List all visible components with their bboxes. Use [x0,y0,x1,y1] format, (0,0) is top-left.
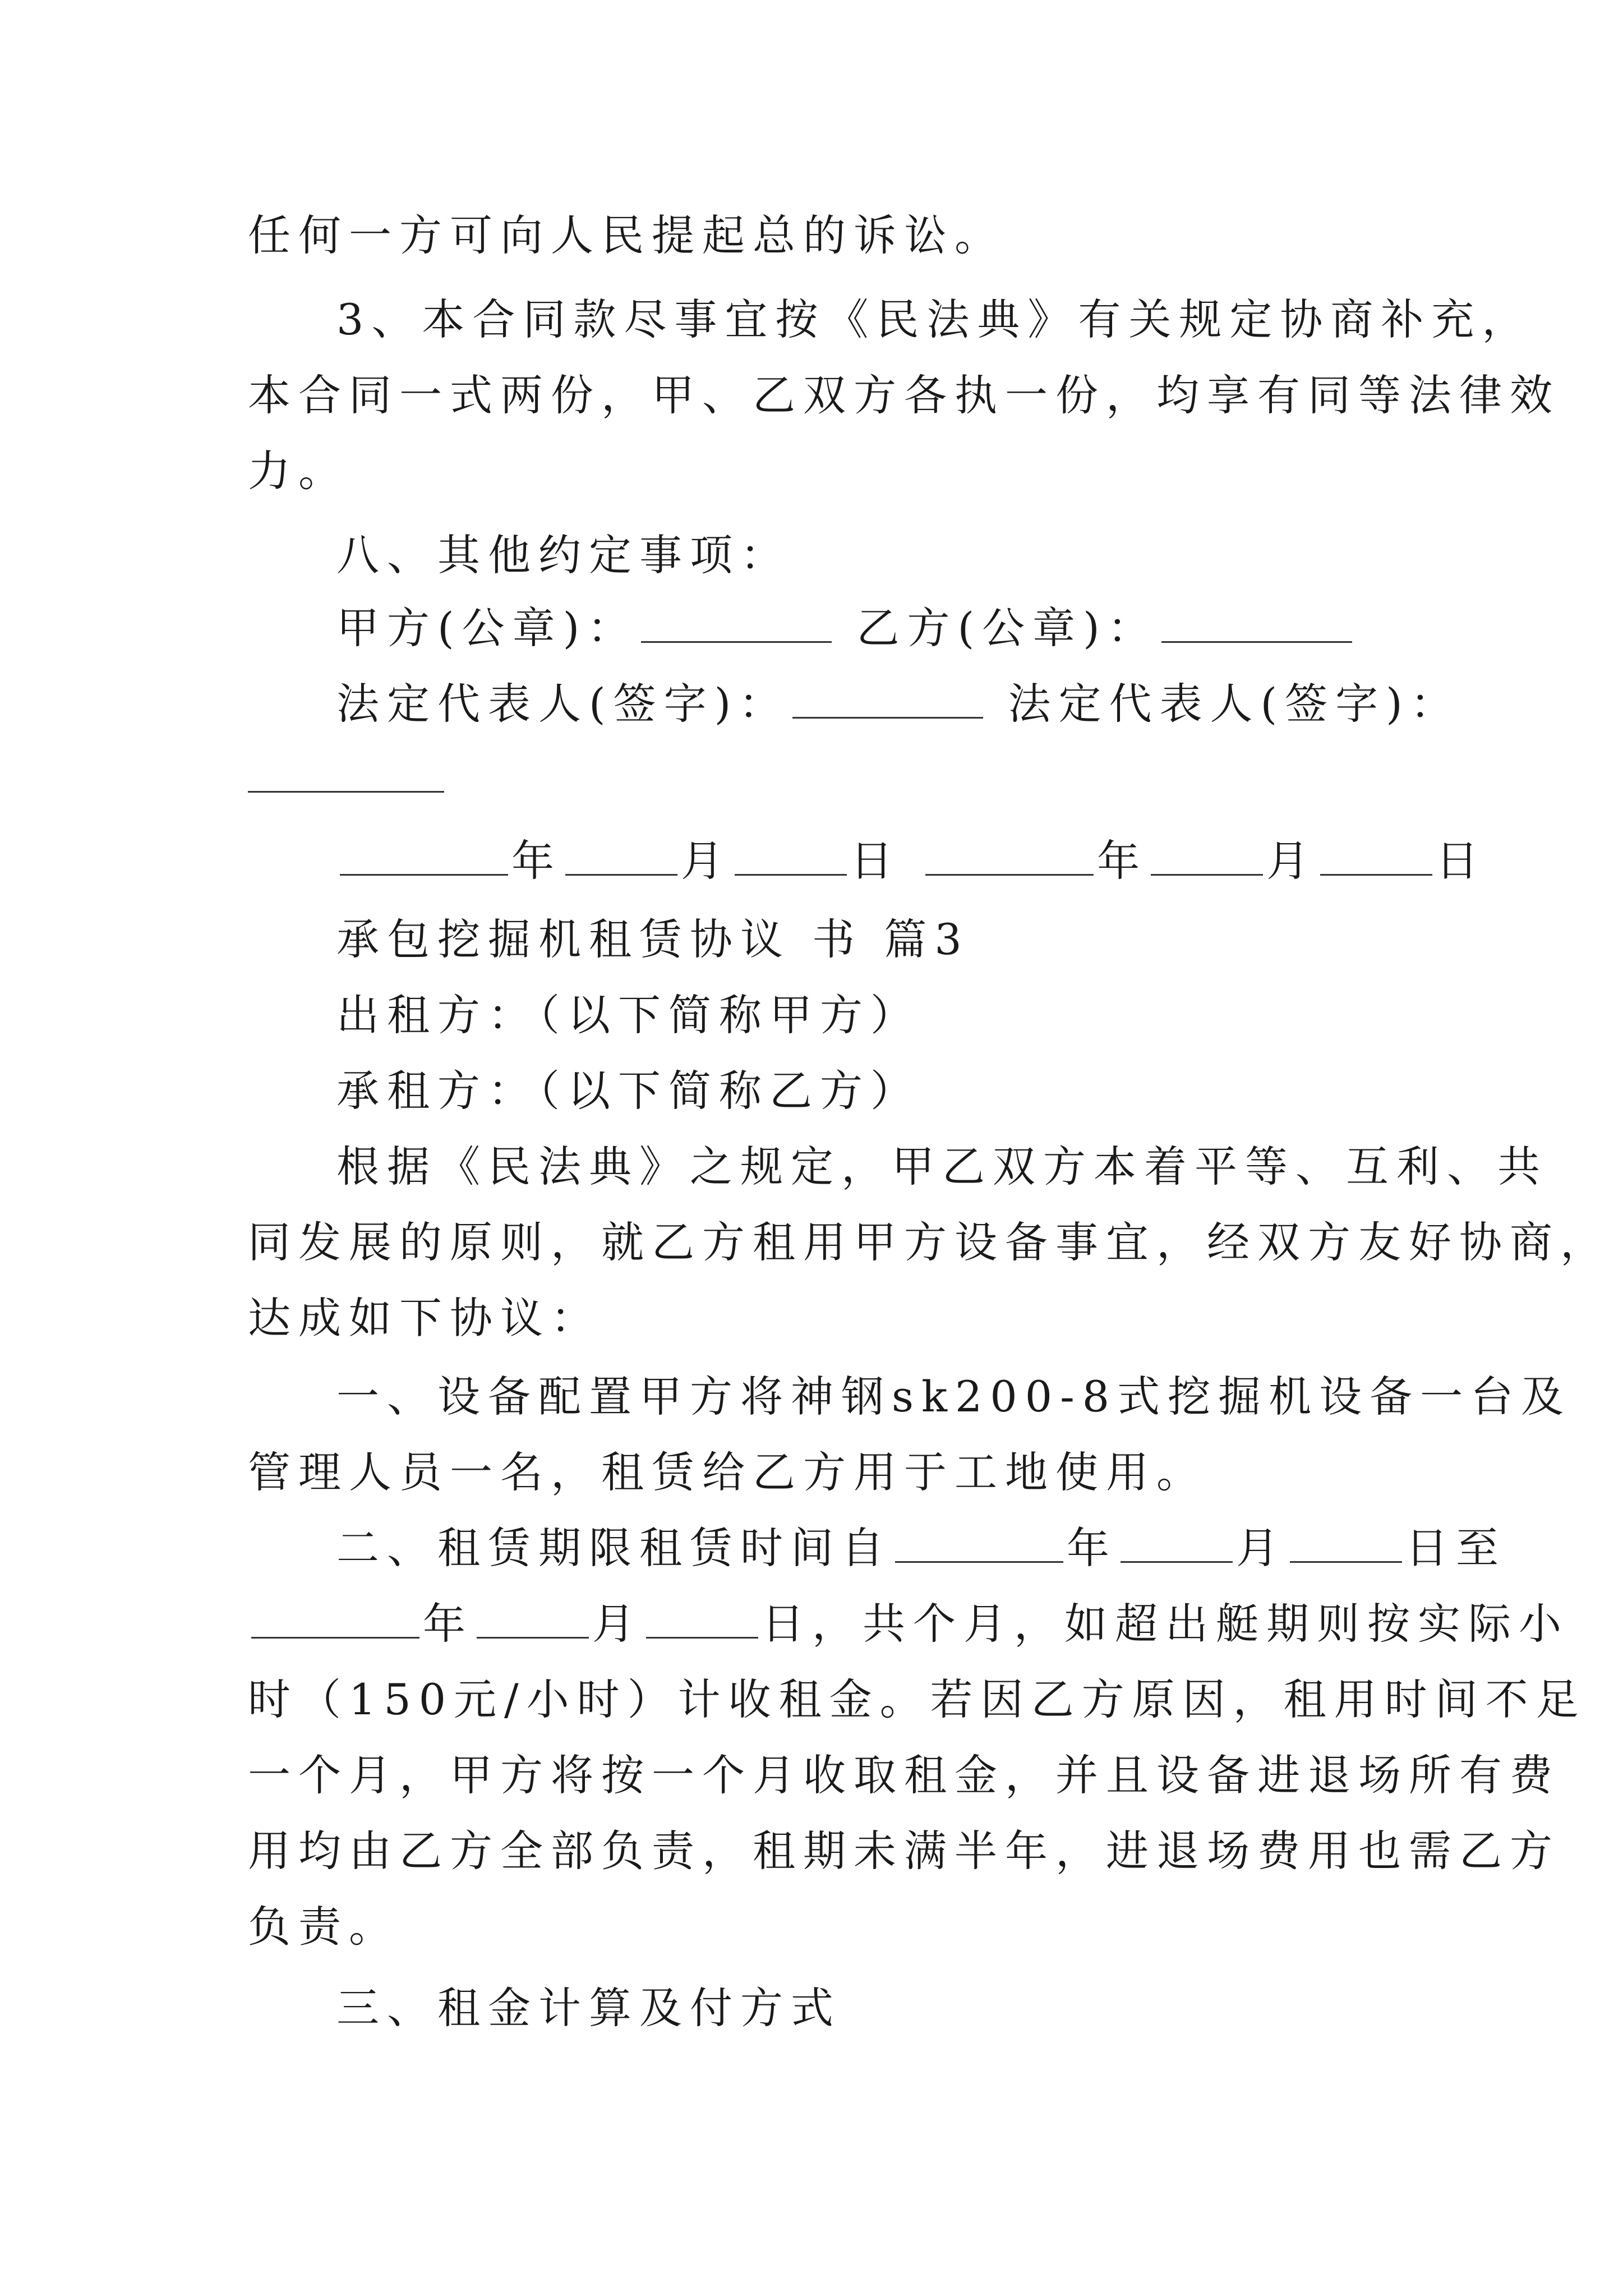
paragraph-line: 达成如下协议： [248,1293,601,1343]
party-a-seal-blank [641,601,832,643]
date-day-blank [735,834,847,876]
start-month-blank [1121,1521,1233,1563]
date-month-label: 月 [1266,836,1317,886]
signature-line-seal [336,600,1396,656]
date-line [336,833,1487,889]
paragraph-line: 本合同一式两份，甲、乙双方各执一份，均享有同等法律效 [248,370,1560,420]
party-a-seal-label: 甲方(公章)： [336,603,638,653]
end-month-blank [477,1596,589,1639]
party-b-seal-blank [1161,601,1352,643]
paragraph-line: 管理人员一名，租赁给乙方用于工地使用。 [248,1447,1207,1497]
paragraph-line: 负责。 [248,1902,399,1952]
date-day-label: 日 [1436,836,1487,886]
paragraph-line: 一个月，甲方将按一个月收取租金，并且设备进退场所有费 [248,1750,1560,1800]
party-line: 承租方：（以下简称乙方） [336,1066,921,1116]
date-year-blank [925,834,1094,876]
lease-term-line [336,1520,1506,1576]
party-a-rep-blank [792,677,983,719]
section-heading: 三、租金计算及付方式 [336,1983,841,2033]
date-day-label: 日 [850,836,901,886]
date-year-blank [340,834,508,876]
start-day-blank [1290,1521,1402,1563]
date-year-label: 年 [511,836,562,886]
party-line: 出租方：（以下简称甲方） [336,990,921,1040]
paragraph-line: 根据《民法典》之规定，甲乙双方本着平等、互利、共 [336,1142,1548,1191]
start-year-label: 年 [1067,1523,1117,1573]
signature-line-representative [336,676,1461,732]
end-year-label: 年 [423,1599,473,1649]
paragraph-line: 力。 [248,446,349,496]
party-a-rep-label: 法定代表人(签字)： [336,679,790,729]
start-day-label: 日至 [1405,1523,1506,1573]
date-month-blank [1151,834,1263,876]
party-b-rep-blank [248,791,444,793]
paragraph-line: 用均由乙方全部负责，租期未满半年，进退场费用也需乙方 [248,1826,1560,1876]
paragraph-line: 3、本合同款尽事宜按《民法典》有关规定协商补充， [336,295,1533,344]
party-b-seal-label: 乙方(公章)： [856,603,1158,653]
start-year-blank [895,1521,1063,1563]
party-b-rep-label: 法定代表人(签字)： [1008,679,1461,729]
paragraph-line: 时（150元/小时）计收租金。若因乙方原因，租用时间不足 [248,1674,1587,1724]
section-heading: 八、其他约定事项： [336,530,791,580]
paragraph-line: 一、设备配置甲方将神钢sk200-8式挖掘机设备一台及 [336,1372,1572,1421]
date-month-blank [565,834,677,876]
paragraph-line: 同发展的原则，就乙方租用甲方设备事宜，经双方友好协商， [248,1217,1611,1267]
date-year-label: 年 [1097,836,1148,886]
section-title: 承包挖掘机租赁协议 书 篇3 [336,914,970,964]
end-day-blank [646,1596,758,1639]
date-month-label: 月 [681,836,731,886]
end-month-label: 月 [592,1599,643,1649]
end-year-blank [251,1596,419,1639]
end-day-label: 日，共个月，如超出艇期则按实际小 [762,1599,1569,1649]
paragraph-line: 任何一方可向人民提起总的诉讼。 [248,210,1005,260]
date-day-blank [1320,834,1432,876]
lease-term-line [248,1596,1569,1652]
lease-term-label: 二、租赁期限租赁时间自 [336,1523,892,1573]
start-month-label: 月 [1236,1523,1287,1573]
